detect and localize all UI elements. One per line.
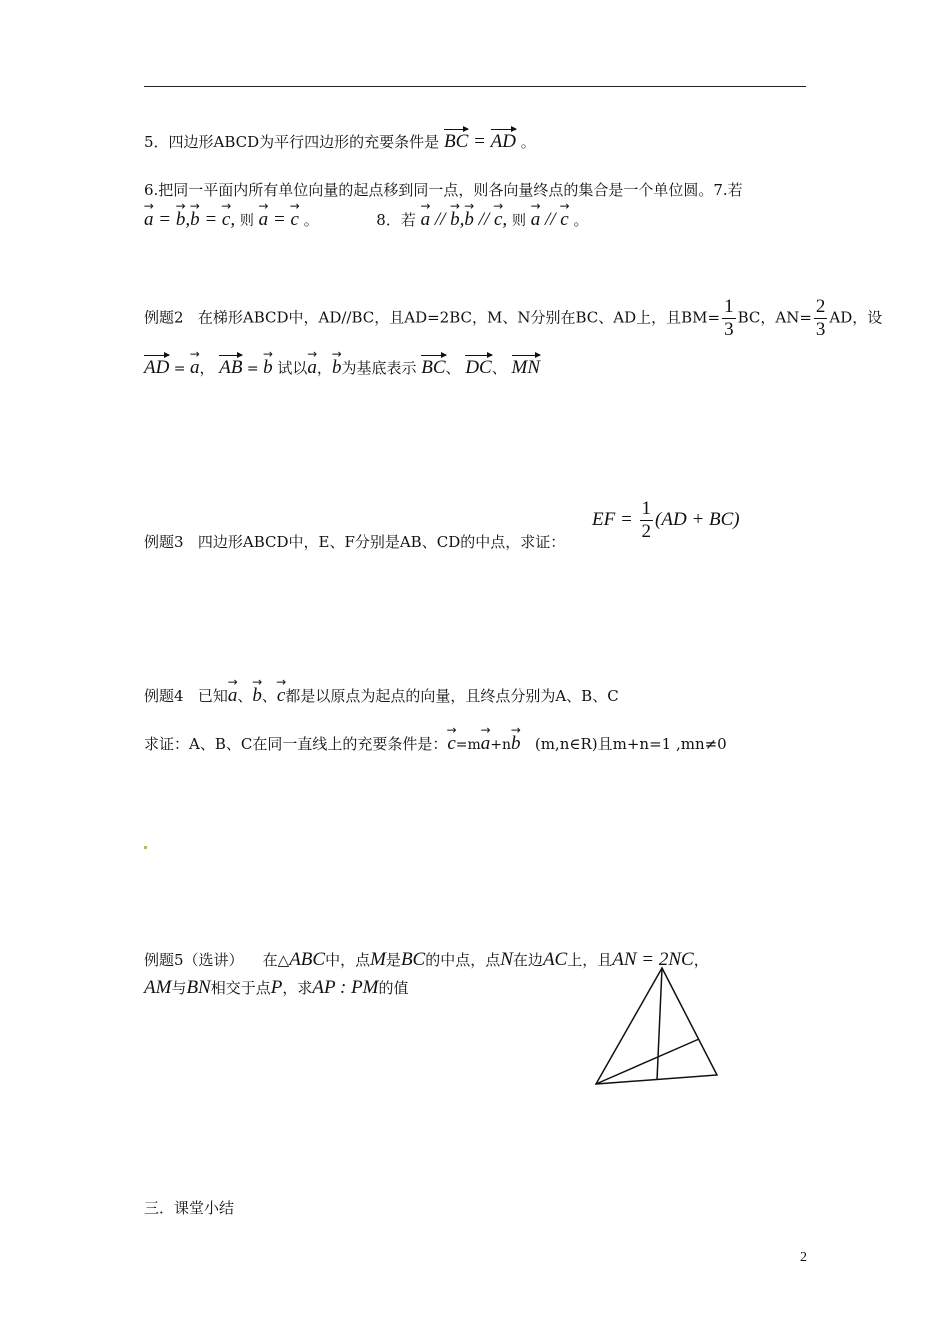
example-5-line-2: AM与BN相交于点P，求AP : PM的值 [144, 977, 409, 998]
item-5: 5．四边形ABCD为平行四边形的充要条件是 BC = AD 。 [144, 131, 536, 152]
example-3-formula: EF = $\frac{1}{2}$ (AD + BC) [592, 498, 740, 542]
header-rule [144, 86, 806, 87]
fraction-two-thirds: $\frac{2}{3}$ [815, 296, 826, 340]
page-number: 2 [800, 1250, 807, 1265]
triangle-abc [596, 968, 717, 1084]
item-7-8: → a = → b,→ b = → c, 则 → a = → c 。 8．若 → a // → b,→ b // → c, 则 → a // → c 。 [144, 210, 589, 231]
triangle-figure [590, 962, 730, 1092]
section-summary: 三．课堂小结 [144, 1199, 235, 1217]
example-5-line-1: 例题5（选讲） 在△ABC中，点M是BC的中点，点N在边AC上，且AN = 2NC， [144, 949, 709, 970]
example-3: 例题3 四边形ABCD中，E、F分别是AB、CD的中点，求证： [144, 533, 566, 551]
vector-bc: BC [443, 131, 469, 152]
example-4-line-1: 例题4 已知→ a、→ b、→ c都是以原点为起点的向量，且终点分别为A、B、C [144, 686, 619, 706]
example-4-line-2: 求证：A、B、C在同一直线上的充要条件是：→ c=m→ a+n→ b (m,n∈R)且m+n=1 ,mn≠0 [144, 734, 727, 755]
stray-mark [144, 846, 147, 849]
example-2-line-2: AD = → a， AB = → b 试以→ a，→ b为基底表示 BC、 DC、 MN [144, 358, 540, 379]
item-6: 6.把同一平面内所有单位向量的起点移到同一点，则各向量终点的集合是一个单位圆。7.若 [144, 181, 743, 199]
example-2-line-1: 例题2 在梯形ABCD中，AD//BC，且AD=2BC，M、N分别在BC、AD上，且BM= $\frac{1}{3}$ BC，AN= $\frac{2}{3}$ AD，设 [144, 296, 883, 340]
fraction-one-third: $\frac{1}{3}$ [724, 296, 734, 340]
vector-ad: AD [490, 131, 516, 152]
median-am [657, 968, 662, 1080]
